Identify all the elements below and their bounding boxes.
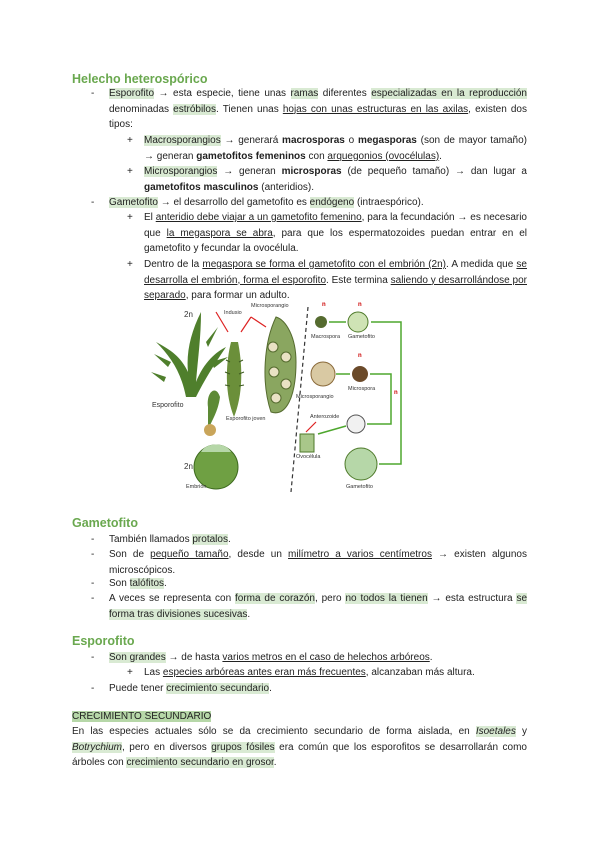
bullet-plus: + [127, 166, 133, 177]
label-esporofito: Esporofito [152, 402, 184, 409]
bullet-dash: - [91, 534, 95, 545]
paragraph-microsporangios: Microsporangios → generan microsporas (de pequeño tamaño) → dan lugar a gametofitos masculinos (anteridios). [144, 166, 527, 193]
anterozoide-drawing [347, 415, 365, 433]
bullet-dash: - [91, 593, 95, 604]
paragraph-talofitos: Son talófitos. [109, 578, 167, 589]
label-n: n [394, 390, 398, 396]
heading-gametofito: Gametofito [72, 516, 138, 530]
strobilus-section [265, 317, 296, 413]
label-gametofito: Gametofito [346, 484, 373, 490]
bullet-plus: + [127, 667, 133, 678]
label-microspora: Microspora [348, 386, 376, 392]
paragraph-megaspora: Dentro de la megaspora se forma el gametofito con el embrión (2n). A medida que se desarrolla el embrión, forma el esporofito. Este termina saliendo y desarrollándose por separado, para formar un adulto. [144, 259, 527, 302]
bullet-dash: - [91, 652, 95, 663]
life-cycle-figure [146, 302, 416, 497]
label-anterozoide: Anterozoide [310, 414, 340, 420]
young-sporophyte [204, 390, 220, 436]
label-esporofito-joven: Esporofito joven [226, 416, 266, 422]
paragraph-tamano: Son de pequeño tamaño, desde un milímetro a varios centímetros → existen algunos microscópicos. [109, 549, 527, 576]
bullet-plus: + [127, 212, 133, 223]
label-2n: 2n [184, 462, 193, 471]
label-microsporangio: Microsporangio [296, 394, 334, 400]
paragraph-son-grandes: Son grandes → de hasta varios metros en el caso de helechos arbóreos. [109, 652, 433, 663]
bullet-dash: - [91, 197, 95, 208]
arrow [241, 317, 266, 332]
bullet-dash: - [91, 88, 95, 99]
sporophyte-frond [151, 312, 228, 397]
paragraph-macrosporangios: Macrosporangios → generará macrosporas o megasporas (son de mayor tamaño) → generan gametofitos femeninos con arquegonios (ovocélulas). [144, 135, 527, 162]
label-n: n [358, 302, 362, 308]
label-ovocelula: Ovocélula [296, 454, 321, 460]
strobilus [225, 342, 244, 417]
paragraph-esporofito: Esporofito → esta especie, tiene unas ramas diferentes especializadas en la reproducción denominadas estróbilos. Tienen unas hojas con unas estructuras en las axilas, existen dos tipos: [109, 88, 527, 131]
macrospora-drawing [315, 316, 327, 328]
ovocelula-drawing [300, 434, 314, 452]
paragraph-crecimiento-secundario: En las especies actuales sólo se da crecimiento secundario de forma aislada, en Isoetales y Botrychium, pero en diversos grupos fósiles era común que los esporofitos se desarrollarán como árboles con crecimiento secundario en grosor. [72, 726, 528, 769]
label-indusio: Indusio [224, 310, 242, 316]
bullet-plus: + [127, 259, 133, 270]
label-n: n [358, 353, 362, 359]
bullet-dash: - [91, 578, 95, 589]
gametofito-drawing [345, 448, 377, 480]
label-embrion: Embrión [186, 484, 207, 490]
bullet-dash: - [91, 683, 95, 694]
label-2n: 2n [184, 310, 193, 319]
embryo [194, 445, 238, 490]
arrow [367, 374, 391, 424]
microsporangio-drawing [311, 362, 335, 386]
arrow [318, 426, 346, 434]
arrow [306, 422, 316, 432]
paragraph-anteridio: El anteridio debe viajar a un gametofito femenino, para la fecundación → es necesario que la megaspora se abra, para que los espermatozoides puedan entrar en el gametofito y fecundar la ovocélula. [144, 212, 527, 255]
heading-esporofito: Esporofito [72, 634, 135, 648]
microspora-drawing [352, 366, 368, 382]
heading-crecimiento-secundario: CRECIMIENTO SECUNDARIO [72, 711, 212, 722]
female-gametophyte-drawing [348, 312, 368, 332]
bullet-plus: + [127, 135, 133, 146]
heading-helecho-heterosporico: Helecho heterospórico [72, 72, 208, 86]
label-microsporangio: Microsporangio [251, 303, 289, 309]
paragraph-corazon: A veces se representa con forma de corazón, pero no todos la tienen → esta estructura se forma tras divisiones sucesivas. [109, 593, 527, 620]
paragraph-crecimiento: Puede tener crecimiento secundario. [109, 683, 272, 694]
paragraph-protalos: También llamados protalos. [109, 534, 231, 545]
bullet-dash: - [91, 549, 95, 560]
paragraph-arboreas: Las especies arbóreas antes eran más frecuentes, alcanzaban más altura. [144, 667, 475, 678]
label-gametofito: Gametofito [348, 334, 375, 340]
label-n: n [322, 302, 326, 308]
label-macrospora: Macrospora [311, 334, 341, 340]
paragraph-gametofito: Gametofito → el desarrollo del gametofito es endógeno (intraespórico). [109, 197, 424, 208]
